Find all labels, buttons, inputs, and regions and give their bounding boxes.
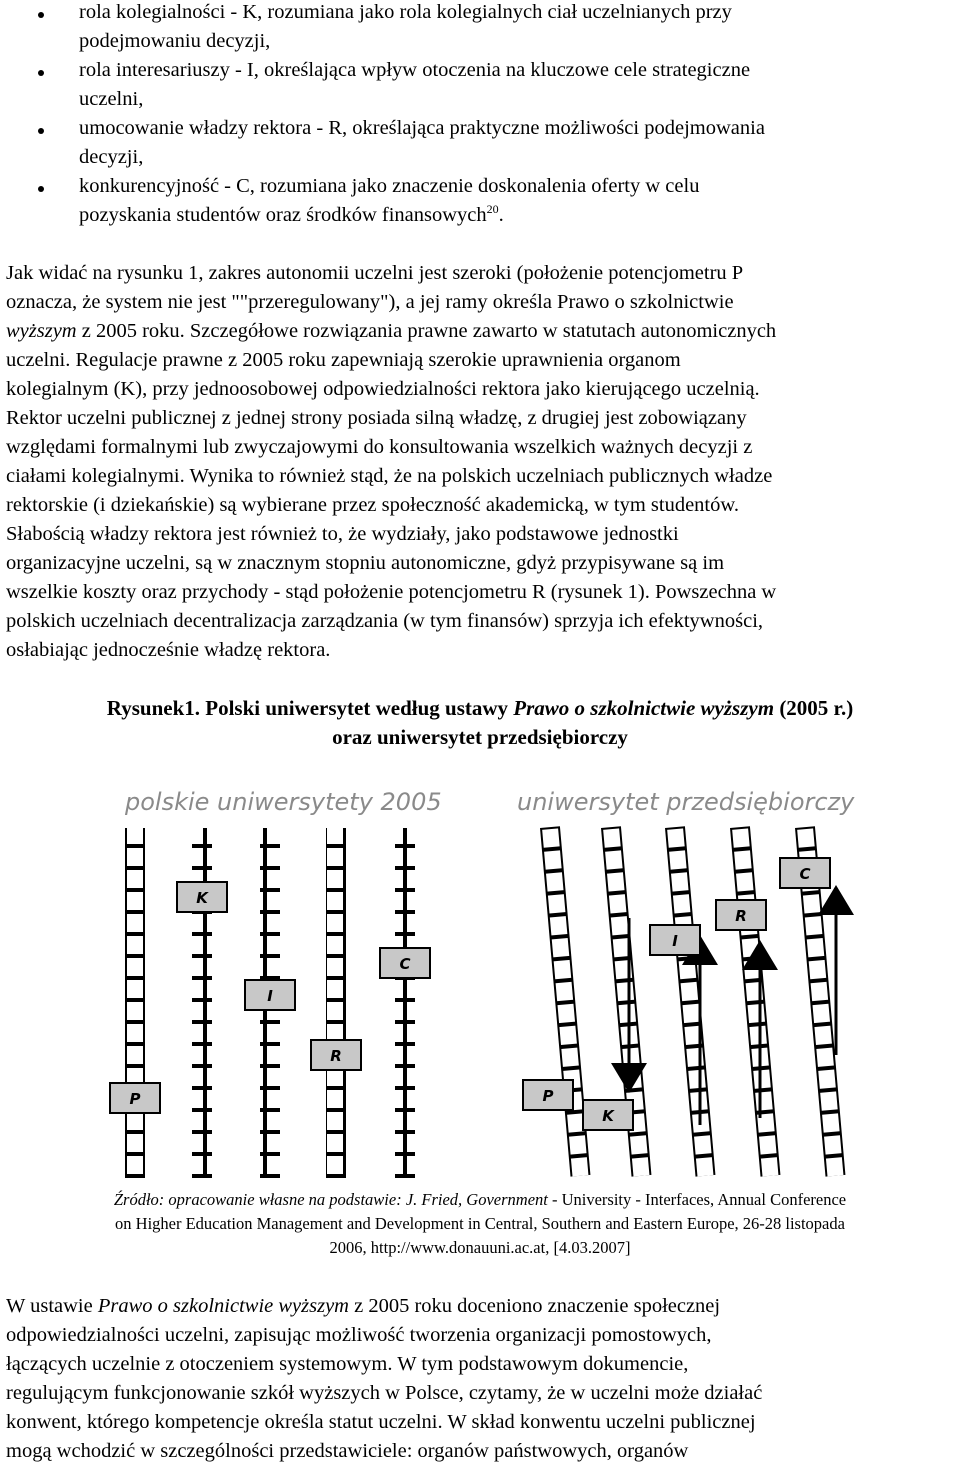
para1-text: z 2005 roku. Szczegółowe rozwiązania prawne zawarto w statutach autonomicznych bbox=[76, 320, 777, 342]
svg-text:C: C bbox=[799, 865, 811, 883]
para1-line: Słabością władzy rektora jest również to, że wydziały, jako podstawowe jednostki bbox=[6, 523, 679, 545]
svg-text:K: K bbox=[602, 1107, 614, 1125]
law-title-italic: wyższym bbox=[6, 320, 77, 342]
bullet-3-line-1: umocowanie władzy rektora - R, określająca praktyczne możliwości podejmowania bbox=[79, 117, 765, 139]
slider-left-k bbox=[177, 882, 227, 912]
para2-line: regulującym funkcjonowanie szkół wyższych w Polsce, czytamy, że w uczelni może działać bbox=[6, 1382, 763, 1404]
ladder-left-p bbox=[125, 828, 145, 1178]
para1-line: uczelni. Regulacje prawne z 2005 roku zapewniają szerokie uprawnienia organom bbox=[6, 349, 681, 371]
slider-right-r bbox=[716, 900, 766, 930]
para2-line: konwent, którego kompetencje określa statut uczelni. W skład konwentu uczelni publicznej bbox=[6, 1411, 756, 1433]
bullet-2-line-2: uczelni, bbox=[79, 88, 144, 110]
para1-line: rektorskie (i dziekańskie) są wybierane przez społeczność akademicką, w tym studentów. bbox=[6, 494, 739, 516]
para2-text: W ustawie bbox=[6, 1295, 98, 1317]
bullet-4-line-1: konkurencyjność - C, rozumiana jako znaczenie doskonalenia oferty w celu bbox=[79, 175, 700, 197]
figure-caption bbox=[0, 694, 960, 723]
caption-year: (2005 r.) bbox=[774, 696, 854, 720]
ladder-left-k bbox=[192, 828, 212, 1178]
figure-source bbox=[0, 1188, 960, 1212]
ladder-right-r bbox=[730, 826, 780, 1176]
para1-line: ciałami kolegialnymi. Wynika to również stąd, że na polskich uczelniach publicznych władze bbox=[6, 465, 773, 487]
bullet-4-line-2 bbox=[79, 201, 504, 230]
para2-line: łączących uczelnie z otoczeniem systemowym. W tym podstawowym dokumencie, bbox=[6, 1353, 689, 1375]
svg-text:P: P bbox=[542, 1087, 554, 1105]
para1-line: Rektor uczelni publicznej z jednej strony posiada silną władzę, z drugiej jest zobowiązany bbox=[6, 407, 747, 429]
slider-left-p bbox=[110, 1083, 160, 1113]
para1-text: oznacza, że system nie jest ""przeregulowany"), a jej ramy określa bbox=[6, 291, 558, 313]
potentiometer-figure bbox=[105, 780, 865, 1180]
law-title: Prawo o szkolnictwie bbox=[557, 291, 734, 313]
slider-right-i bbox=[650, 925, 700, 955]
para1-line: kolegialnym (K), przy jednoosobowej odpowiedzialności rektora jako kierującego uczelnią. bbox=[6, 378, 760, 400]
right-figure-title: uniwersytet przedsiębiorczy bbox=[517, 788, 855, 816]
slider-left-c bbox=[380, 948, 430, 978]
bullet-dot bbox=[38, 128, 44, 134]
bullet-2-line-1: rola interesariuszy - I, określająca wpływ otoczenia na kluczowe cele strategiczne bbox=[79, 59, 751, 81]
svg-text:K: K bbox=[196, 889, 208, 907]
slider-left-r bbox=[311, 1040, 361, 1070]
svg-text:R: R bbox=[330, 1047, 342, 1065]
para1-line: Jak widać na rysunku 1, zakres autonomii uczelni jest szeroki (położenie potencjometru P bbox=[6, 262, 744, 284]
slider-right-p bbox=[523, 1080, 573, 1110]
para1-line bbox=[6, 317, 776, 346]
slider-right-k bbox=[583, 1100, 633, 1130]
bullet-dot bbox=[38, 186, 44, 192]
bullet-1-line-2: podejmowaniu decyzji, bbox=[79, 30, 271, 52]
para1-line bbox=[6, 288, 734, 317]
para2-line: mogą wchodzić w szczególności przedstawiciele: organów państwowych, organów bbox=[6, 1440, 689, 1462]
para2-line bbox=[6, 1292, 720, 1321]
svg-text:I: I bbox=[267, 987, 273, 1005]
law-title-italic: Prawo o szkolnictwie wyższym bbox=[97, 1295, 349, 1317]
svg-text:I: I bbox=[672, 932, 678, 950]
slider-left-i bbox=[245, 980, 295, 1010]
figure-caption-line-2: oraz uniwersytet przedsiębiorczy bbox=[332, 725, 628, 749]
para1-line: polskich uczelniach decentralizacja zarządzania (w tym finansów) sprzyja ich efektywności, bbox=[6, 610, 764, 632]
para1-line: osłabiając jednocześnie władzę rektora. bbox=[6, 639, 331, 661]
bullet-3-line-2: decyzji, bbox=[79, 146, 144, 168]
svg-text:P: P bbox=[129, 1090, 141, 1108]
bullet-1-line-1: rola kolegialności - K, rozumiana jako rola kolegialnych ciał uczelnianych przy bbox=[79, 1, 732, 23]
left-figure-title: polskie uniwersytety 2005 bbox=[125, 788, 442, 816]
para1-line: względami formalnymi lub zwyczajowymi do konsultowania wszelkich ważnych decyzji z bbox=[6, 436, 753, 458]
footnote-mark: 20 bbox=[486, 202, 499, 217]
bullet-dot bbox=[38, 12, 44, 18]
caption-text: Rysunek1. Polski uniwersytet według ustawy bbox=[106, 696, 514, 720]
para2-line: odpowiedzialności uczelni, zapisując możliwość tworzenia organizacji pomostowych, bbox=[6, 1324, 712, 1346]
figure-source-line-3: 2006, http://www.donauuni.ac.at, [4.03.2007] bbox=[329, 1238, 631, 1257]
para1-line: wszelkie koszty oraz przychody - stąd położenie potencjometru R (rysunek 1). Powszechna w bbox=[6, 581, 777, 603]
ladder-left-c bbox=[395, 828, 415, 1178]
ladder-right-i bbox=[665, 826, 715, 1176]
bullet-4-text: pozyskania studentów oraz środków finansowych bbox=[79, 204, 487, 226]
svg-text:C: C bbox=[399, 955, 411, 973]
bullet-dot bbox=[38, 70, 44, 76]
slider-right-c bbox=[780, 858, 830, 888]
source-text: - University - Interfaces, Annual Conference bbox=[547, 1190, 847, 1209]
caption-law-title: Prawo o szkolnictwie wyższym bbox=[513, 696, 775, 720]
ladder-left-r bbox=[326, 828, 346, 1178]
footnote-dot: . bbox=[498, 204, 504, 226]
figure-source-line-2: on Higher Education Management and Development in Central, Southern and Eastern Europe, 26-28 listopada bbox=[115, 1214, 845, 1233]
para1-line: organizacyjne uczelni, są w znacznym stopniu autonomiczne, gdyż przypisywane są im bbox=[6, 552, 725, 574]
svg-text:R: R bbox=[735, 907, 747, 925]
source-italic: Źródło: opracowanie własne na podstawie: J. Fried, Government bbox=[113, 1190, 548, 1209]
para2-text: z 2005 roku doceniono znaczenie społecznej bbox=[348, 1295, 721, 1317]
